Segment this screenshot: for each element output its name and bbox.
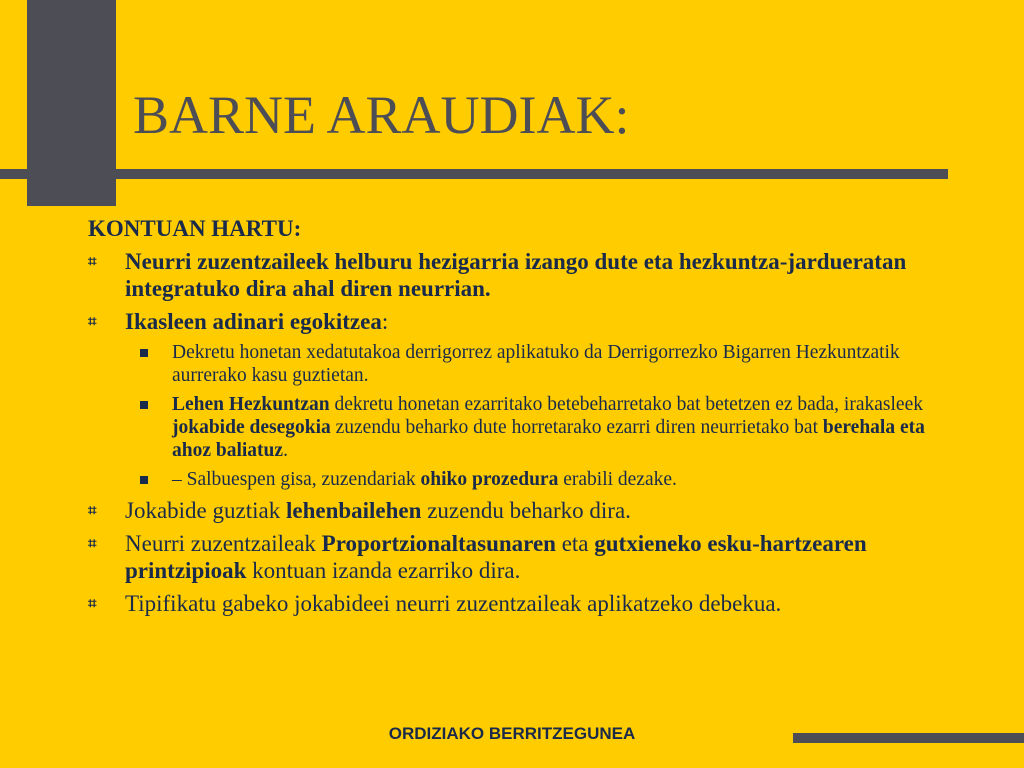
sub-list-item: Lehen Hezkuntzan dekretu honetan ezarritako betebeharretako bat betetzen ez bada, irakasleek jokabide desegokia zuzendu beharko dute horretarako ezarri diren neurrietako bat berehala eta ahoz baliatuz. [88, 393, 968, 462]
hash-bullet-icon: ⌗ [88, 594, 97, 612]
list-item: ⌗ Neurri zuzentzaileek helburu hezigarria izango dute eta hezkuntza-jardueratan integratuko dira ahal diren neurrian. [88, 249, 907, 301]
section-heading: KONTUAN HARTU: [88, 216, 302, 241]
hash-bullet-icon: ⌗ [88, 501, 97, 519]
square-bullet-icon [140, 401, 148, 409]
hash-bullet-icon: ⌗ [88, 252, 97, 270]
list-item: ⌗ Tipifikatu gabeko jokabideei neurri zuzentzaileak aplikatzeko debekua. [88, 591, 782, 616]
slide-body [88, 216, 968, 623]
sub-list-item: Dekretu honetan xedatutakoa derrigorrez aplikatuko da Derrigorrezko Bigarren Hezkuntzatik aurrerako kasu guztietan. [88, 341, 968, 387]
list-item: ⌗ Jokabide guztiak lehenbailehen zuzendu beharko dira. [88, 498, 631, 523]
list-item: ⌗ Neurri zuzentzaileak Proportzionaltasunaren eta gutxieneko esku-hartzearen printzipioak kontuan izanda ezarriko dira. [88, 531, 867, 583]
hash-bullet-icon: ⌗ [88, 312, 97, 330]
square-bullet-icon [140, 349, 148, 357]
list-item: ⌗ Ikasleen adinari egokitzea: [88, 309, 389, 334]
slide-title: BARNE ARAUDIAK: [133, 85, 630, 145]
sub-list-item: – Salbuespen gisa, zuzendariak ohiko prozedura erabili dezake. [88, 468, 968, 491]
footer-divider [793, 733, 1024, 743]
hash-bullet-icon: ⌗ [88, 534, 97, 552]
square-bullet-icon [140, 476, 148, 484]
footer-label: ORDIZIAKO BERRITZEGUNEA [388, 724, 636, 743]
title-divider [0, 169, 948, 179]
